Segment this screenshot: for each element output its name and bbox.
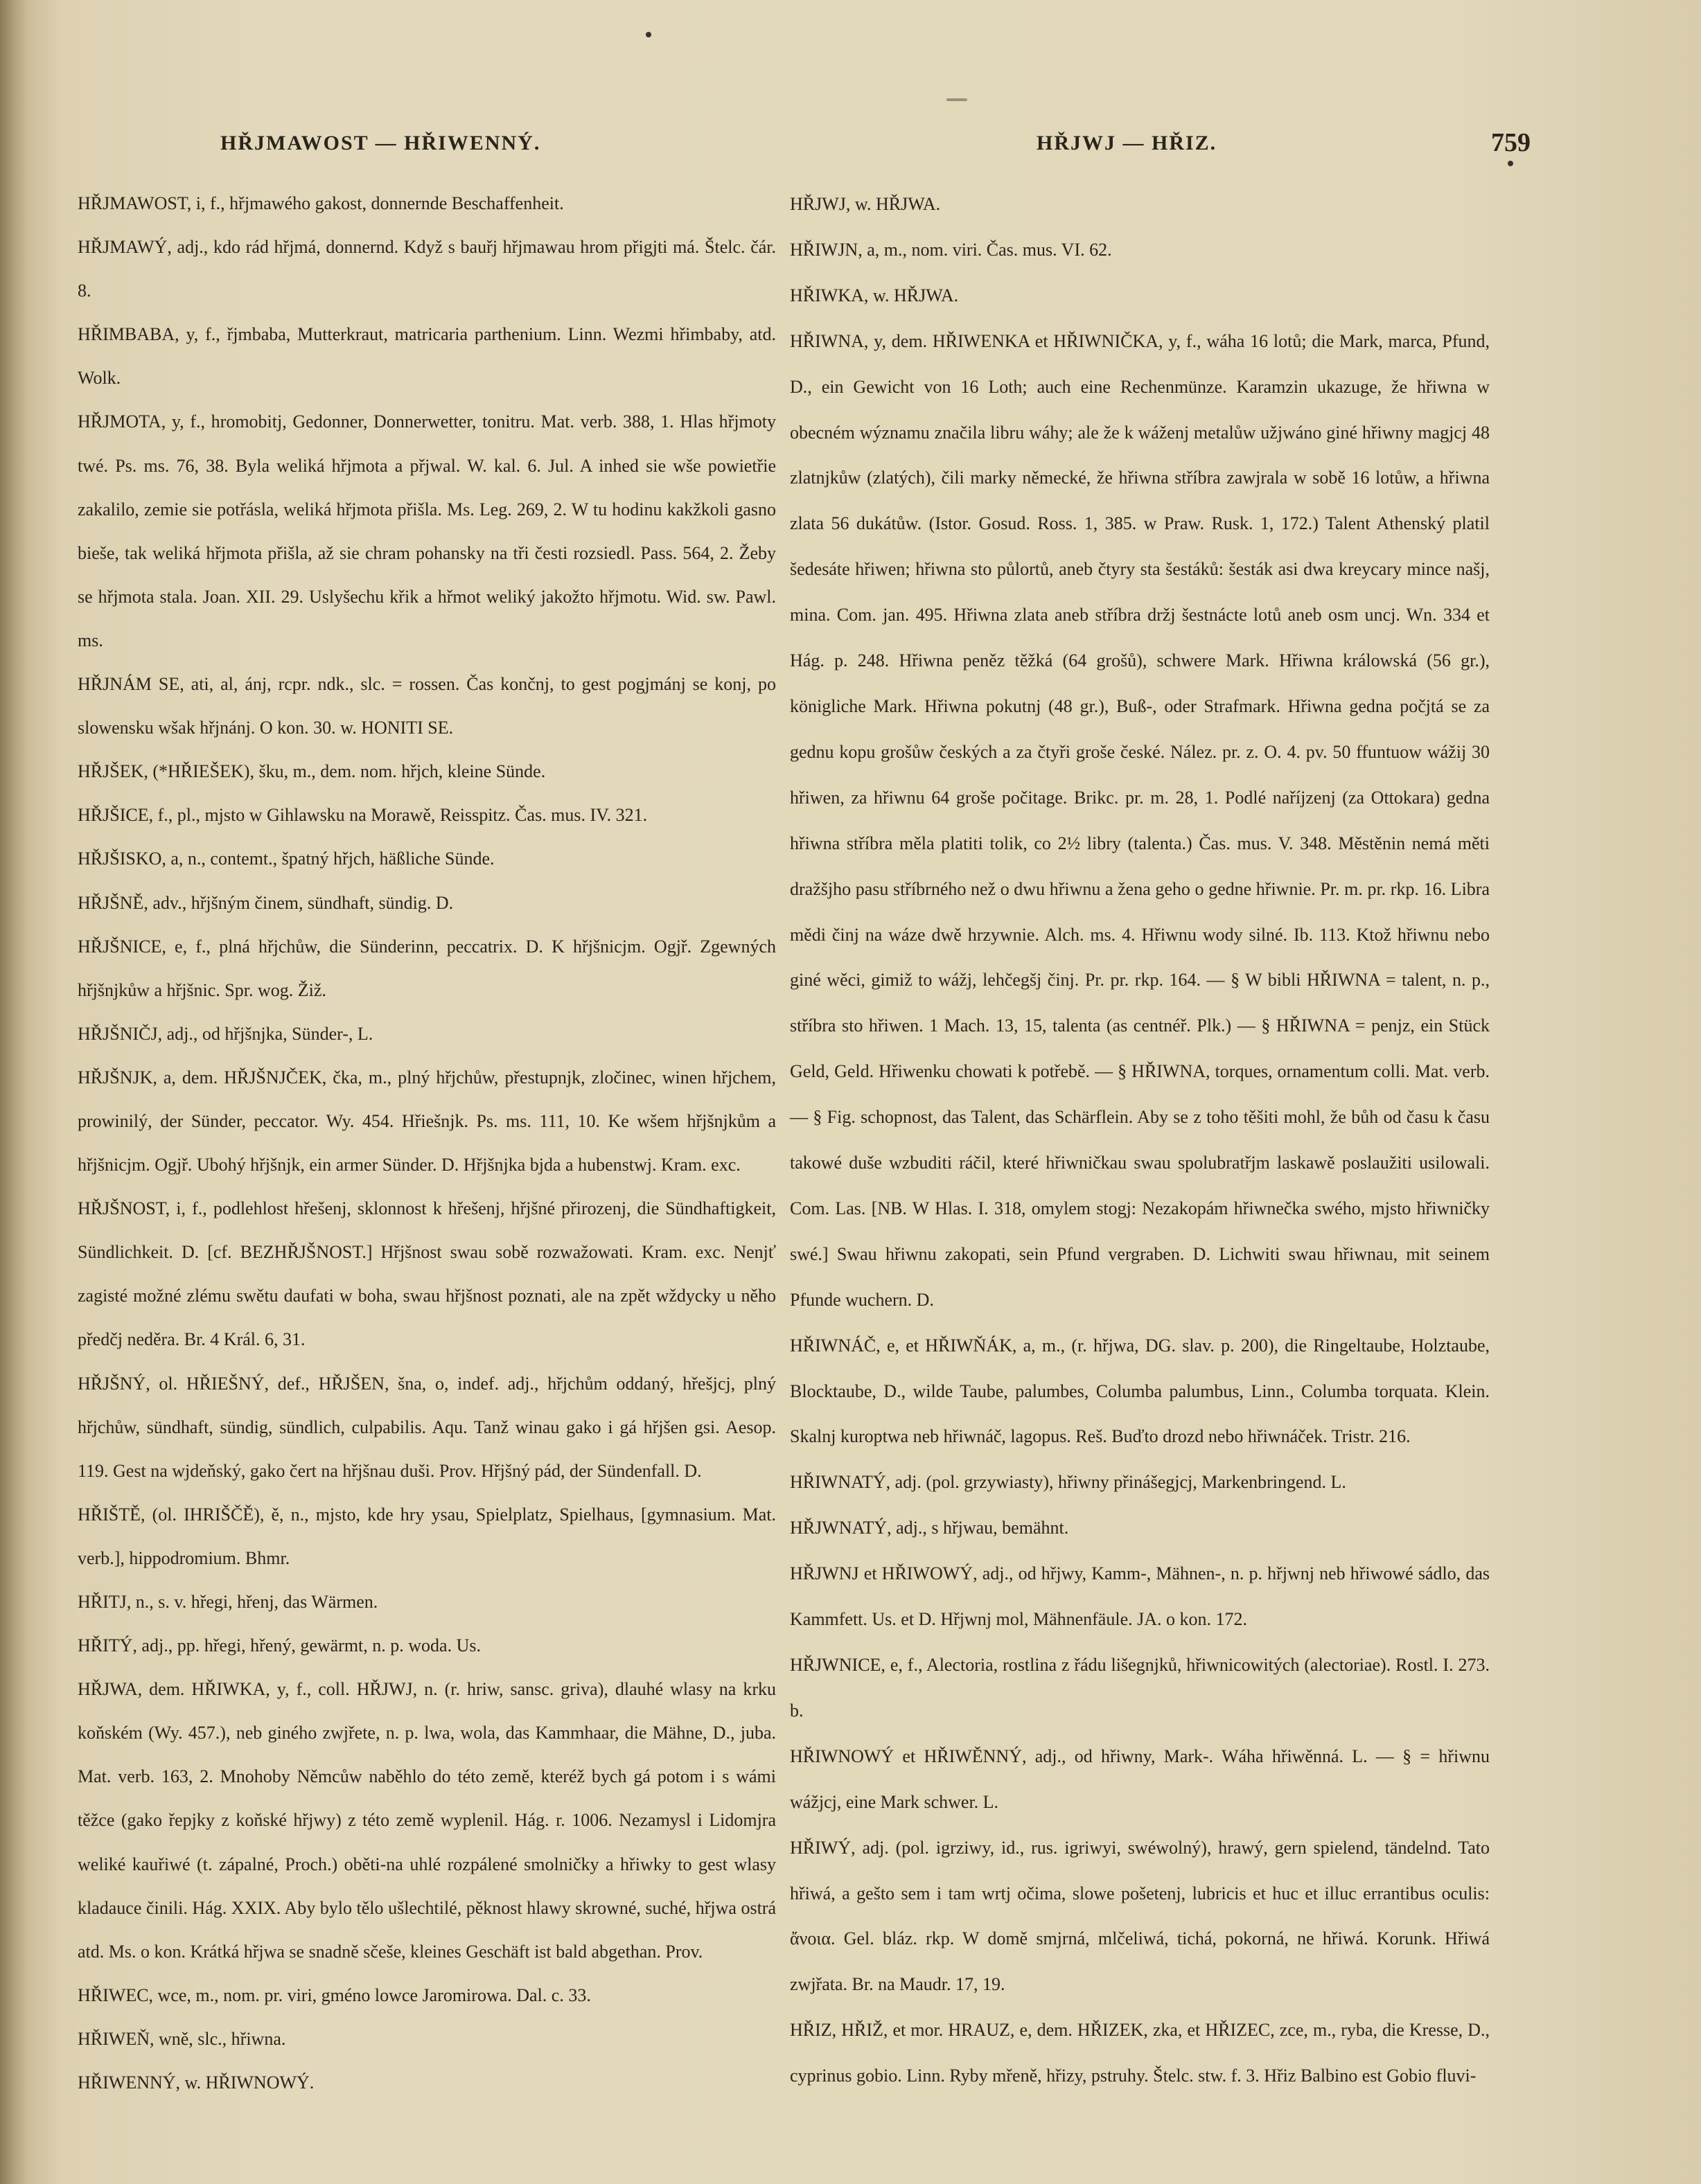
dictionary-entry: HŘJŠEK, (*HŘIEŠEK), šku, m., dem. nom. hřjch, kleine Sünde. (78, 761, 546, 782)
dictionary-entry: HŘJŠICE, f., pl., mjsto w Gihlawsku na Morawě, Reisspitz. Čas. mus. IV. 321. (78, 805, 648, 826)
dictionary-entry: HŘJWNATÝ, adj., s hřjwau, bemähnt. (790, 1518, 1069, 1538)
dictionary-entry: HŘIWKA, w. HŘJWA. (790, 285, 959, 305)
gutter-shadow (0, 0, 28, 2184)
dictionary-entry: HŘJWNJ et HŘIWOWÝ, adj., od hřjwy, Kamm-, Mähnen-, n. p. hřjwnj neb hřiwowé sádlo, das Kammfett. Us. et D. Hřjwnj mol, Mähnenfäule. JA. o kon. 172. (790, 1563, 1490, 1630)
dictionary-entry: HŘIWEŇ, wně, slc., hřiwna. (78, 2028, 286, 2049)
dictionary-entry: HŘJŠNĚ, adv., hřjšným činem, sündhaft, sündig. D. (78, 892, 454, 913)
page-blemish (946, 98, 967, 101)
dictionary-entry: HŘJMAWÝ, adj., kdo rád hřjmá, donnernd. Když s bauřj hřjmawau hrom přigjti má. Štelc. čár. 8. (78, 237, 776, 301)
left-column (78, 181, 776, 2104)
right-column (790, 181, 1490, 2099)
dictionary-entry: HŘIŠTĚ, (ol. IHRIŠČĚ), ě, n., mjsto, kde hry ysau, Spielplatz, Spielhaus, [gymnasium. Mat. verb.], hippodromium. Bhmr. (78, 1504, 776, 1568)
dictionary-entry: HŘJŠNÝ, ol. HŘIEŠNÝ, def., HŘJŠEN, šna, o, indef. adj., hřjchům oddaný, hřešjcj, plný hřjchůw, sündhaft, sündig, sündlich, culpabilis. Aqu. Tanž winau gako i gá hřjšen gsi. Aesop. 119. Gest na wjdeňský, gako čert na hřjšnau duši. Prov. Hřjšný pád, der Sündenfall. D. (78, 1373, 776, 1481)
dictionary-entry: HŘIWNÁČ, e, et HŘIWŇÁK, a, m., (r. hřjwa, DG. slav. p. 200), die Ringeltaube, Holztaube, Blocktaube, D., wilde Taube, palumbes, Columba palumbus, Linn., Columba torquata. Klein. Skalnj kuroptwa neb hřiwnáč, lagopus. Reš. Buďto drozd nebo hřiwnáček. Tristr. 216. (790, 1335, 1490, 1447)
dictionary-entry: HŘJWJ, w. HŘJWA. (790, 194, 941, 214)
running-head-left: HŘJMAWOST — HŘIWENNÝ. (220, 132, 541, 154)
dictionary-entry: HŘIMBABA, y, f., řjmbaba, Mutterkraut, matricaria parthenium. Linn. Wezmi hřimbaby, atd. Wolk. (78, 324, 776, 389)
dictionary-entry: HŘIWNATÝ, adj. (pol. grzywiasty), hřiwny přinášegjcj, Markenbringend. L. (790, 1472, 1346, 1493)
dictionary-entry: HŘJWNICE, e, f., Alectoria, rostlina z řádu lišegnjků, hřiwnicowitých (alectoriae). Rostl. I. 273. b. (790, 1655, 1490, 1721)
running-head-right: HŘJWJ — HŘIZ. (1037, 132, 1217, 154)
dictionary-entry: HŘIWNOWÝ et HŘIWĚNNÝ, adj., od hřiwny, Mark-. Wáha hřiwěnná. L. — § = hřiwnu wážjcj, eine Mark schwer. L. (790, 1746, 1490, 1812)
dictionary-entry: HŘJŠNICE, e, f., plná hřjchůw, die Sünderinn, peccatrix. D. K hřjšnicjm. Ogjř. Zgewných hřjšnjkůw a hřjšnic. Spr. wog. Žiž. (78, 936, 776, 1000)
page-number: 759 (1491, 128, 1531, 157)
dictionary-entry: HŘIWENNÝ, w. HŘIWNOWÝ. (78, 2072, 315, 2093)
dictionary-entry: HŘIWJN, a, m., nom. viri. Čas. mus. VI. 62. (790, 239, 1112, 260)
dictionary-entry: HŘJŠISKO, a, n., contemt., špatný hřjch, häßliche Sünde. (78, 849, 495, 869)
dictionary-entry: HŘITÝ, adj., pp. hřegi, hřený, gewärmt, n. p. woda. Us. (78, 1635, 481, 1656)
page-speck (646, 32, 651, 37)
dictionary-entry: HŘJŠNJK, a, dem. HŘJŠNJČEK, čka, m., plný hřjchůw, přestupnjk, zločinec, winen hřjchem, prowinilý, der Sünder, peccator. Wy. 454. Hřiešnjk. Ps. ms. 111, 10. Ke wšem hřjšnjkům a hřjšnicjm. Ogjř. Ubohý hřjšnjk, ein armer Sünder. D. Hřjšnjka bjda a hubenstwj. Kram. exc. (78, 1067, 776, 1175)
dictionary-entry: HŘIWEC, wce, m., nom. pr. viri, gméno lowce Jaromirowa. Dal. c. 33. (78, 1985, 591, 2005)
page-speck (1508, 161, 1513, 166)
dictionary-entry: HŘJŠNIČJ, adj., od hřjšnjka, Sünder-, L. (78, 1023, 373, 1044)
dictionary-entry: HŘIWNA, y, dem. HŘIWENKA et HŘIWNIČKA, y, f., wáha 16 lotů; die Mark, marca, Pfund, D., ein Gewicht von 16 Loth; auch eine Rechenmünze. Karamzin ukazuge, že hřiwna w obecném wýznamu značila libru wáhy; ale že k wáženj metalůw užjwáno giné hřiwny magjcj 48 zlatnjkůw (zlatých), čili marky německé, že hřiwna stříbra zawjrala w sobě 16 lotůw, a hřiwna zlata 56 dukátůw. (Istor. Gosud. Ross. 1, 385. w Praw. Rusk. 1, 172.) Talent Athenský platil šedesáte hřiwen; hřiwna sto půlortů, aneb čtyry sta šestáků: šesták asi dwa kreycary mince našj, mina. Com. jan. 495. Hřiwna zlata aneb stříbra držj šestnácte lotů aneb osm uncj. Wn. 334 et Hág. p. 248. Hřiwna peněz těžká (64 grošů), schwere Mark. Hřiwna králowská (56 gr.), königliche Mark. Hřiwna pokutnj (48 gr.), Buß-, oder Strafmark. Hřiwna gedna počjtá se za gednu kopu grošůw českých a za čtyři groše české. Nález. pr. z. O. 4. pv. 50 ffuntuow wážij 30 hřiwen, za hřiwnu 64 groše počitage. Brikc. pr. m. 28, 1. Podlé naříjzenj (za Ottokara) gedna hřiwna stříbra měla platiti tolik, co 2½ libry (talenta.) Čas. mus. V. 348. Městěnin nemá měti dražšjho pasu stříbrného než o dwu hřiwnu a žena geho o gedne hřiwnie. Pr. m. pr. rkp. 16. Libra mědi činj na wáze dwě hrzywnie. Alch. ms. 4. Hřiwnu wody silné. Ib. 113. Ktož hřiwnu nebo giné wěci, gimiž to wážj, lehčegšj činj. Pr. pr. rkp. 164. — § W bibli HŘIWNA = talent, n. p., stříbra sto hřiwen. 1 Mach. 13, 15, talenta (as centnéř. Plk.) — § HŘIWNA = penjz, ein Stück Geld, Geld. Hřiwenku chowati k potřebě. — § HŘIWNA, torques, ornamentum colli. Mat. verb. — § Fig. schopnost, das Talent, das Schärflein. Aby se z toho těšiti mohl, že bůh od času k času takowé duše wzbuditi ráčil, které hřiwničkau swau spolubratřjm laskawě poslaužiti usilowali. Com. Las. [NB. W Hlas. I. 318, omylem stogj: Nezakopám hřiwnečka swého, mjsto hřiwničky swé.] Swau hřiwnu zakopati, sein Pfund vergraben. D. Lichwiti swau hřiwnau, mit seinem Pfunde wuchern. D. (790, 330, 1490, 1310)
dictionary-entry: HŘIWÝ, adj. (pol. igrziwy, id., rus. igriwyi, swéwolný), hrawý, gern spielend, tändelnd. Tato hřiwá, a gešto sem i tam wrtj očima, slowe pošetenj, lubricis et huc et illuc errantibus oculis: ἄνοια. Gel. bláz. rkp. W domě smjrná, mlčeliwá, tichá, pokorná, ne hřiwá. Korunk. Hřiwá zwjřata. Br. na Maudr. 17, 19. (790, 1837, 1490, 1995)
dictionary-entry: HŘJMAWOST, i, f., hřjmawého gakost, donnernde Beschaffenheit. (78, 193, 564, 213)
dictionary-entry: HŘJŠNOST, i, f., podlehlost hřešenj, sklonnost k hřešenj, hřjšné přirozenj, die Sündhaftigkeit, Sündlichkeit. D. [cf. BEZHŘJŠNOST.] Hřjšnost swau sobě rozwažowati. Kram. exc. Nenjť zagisté možné zlému swětu daufati w boha, swau hřjšnost poznati, ale na zpět wždycky u něho předčj neděra. Br. 4 Král. 6, 31. (78, 1198, 776, 1350)
dictionary-entry: HŘJNÁM SE, ati, al, ánj, rcpr. ndk., slc. = rossen. Čas končnj, to gest pogjmánj se konj, po slowensku wšak hřjnánj. O kon. 30. w. HONITI SE. (78, 674, 776, 738)
dictionary-entry: HŘJWA, dem. HŘIWKA, y, f., coll. HŘJWJ, n. (r. hriw, sansc. griva), dlauhé wlasy na krku koňském (Wy. 457.), neb giného zwjřete, n. p. lwa, wola, das Kammhaar, die Mähne, D., juba. Mat. verb. 163, 2. Mnohoby Němcůw naběhlo do této země, kteréž bych gá potom i s wámi těžce (gako řepjky z koňské hřjwy) z této země wyplenil. Hág. r. 1006. Nezamysl i Lidomjra weliké kauřiwé (t. zápalné, Proch.) oběti-na uhlé rozpálené smolničky a hřiwky to gest wlasy kladauce činili. Hág. XXIX. Aby bylo tělo ušlechtilé, pěknost hlawy skrowné, suché, hřjwa ostrá atd. Ms. o kon. Krátká hřjwa se snadně sčeše, kleines Geschäft ist bald abgethan. Prov. (78, 1679, 776, 1962)
dictionary-entry: HŘIZ, HŘIŽ, et mor. HRAUZ, e, dem. HŘIZEK, zka, et HŘIZEC, zce, m., ryba, die Kresse, D., cyprinus gobio. Linn. Ryby mřeně, hřizy, pstruhy. Štelc. stw. f. 3. Hřiz Balbino est Gobio fluvi- (790, 2020, 1490, 2086)
dictionary-entry: HŘJMOTA, y, f., hromobitj, Gedonner, Donnerwetter, tonitru. Mat. verb. 388, 1. Hlas hřjmoty twé. Ps. ms. 76, 38. Byla weliká hřjmota a přjwal. W. kal. 6. Jul. A inhed sie wše powietřie zakalilo, zemie sie potřásla, weliká hřjmota přišla. Ms. Leg. 269, 2. W tu hodinu kakžkoli gasno bieše, tak weliká hřjmota přišla, až sie chram pohansky na tři česti rozsiedl. Pass. 564, 2. Žeby se hřjmota stala. Joan. XII. 29. Uslyšechu křik a hřmot weliký jakožto hřjmotu. Wid. sw. Pawl. ms. (78, 411, 776, 650)
dictionary-entry: HŘITJ, n., s. v. hřegi, hřenj, das Wärmen. (78, 1592, 378, 1612)
